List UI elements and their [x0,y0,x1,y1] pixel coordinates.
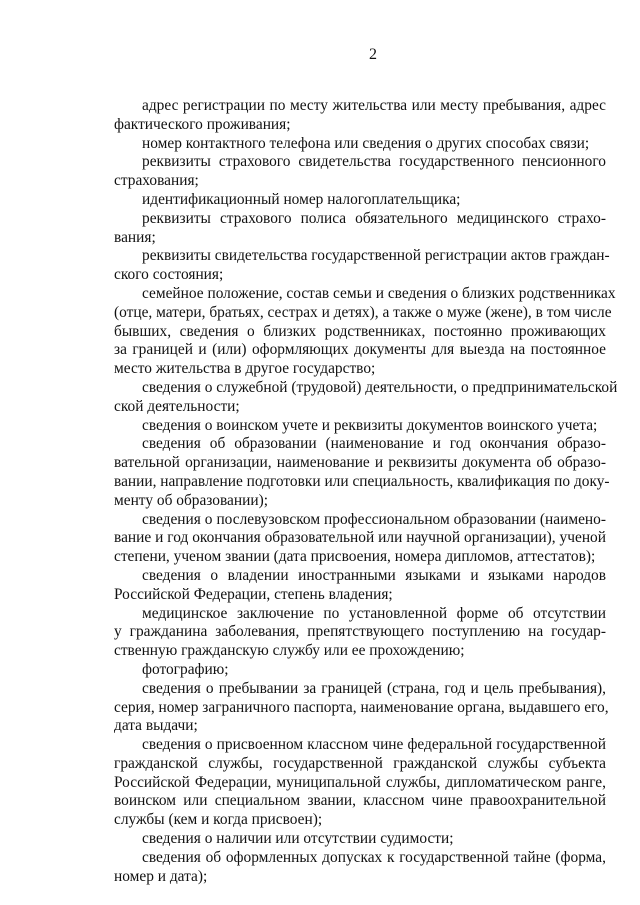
paragraph-line: серия, номер заграничного паспорта, наименование органа, выдавшего его, [114,698,609,716]
paragraph-line: сведения об образовании (наименование и год окончания образо- [142,435,606,453]
paragraph-line: гражданской службы, государственной гражданской службы субъекта [114,754,606,772]
paragraph [114,135,606,154]
paragraph [114,153,606,191]
paragraph [114,247,610,285]
paragraph-line: реквизиты свидетельства государственной регистрации актов граждан- [142,247,610,265]
paragraph [114,736,606,830]
paragraph-line: страхования; [114,172,199,190]
paragraph-line: сведения о наличии или отсутствии судимости; [142,830,454,848]
paragraph-line: службы (кем и когда присвоен); [114,811,323,829]
paragraph [114,830,606,849]
paragraph-line: бывших, сведения о близких родственниках, постоянно проживающих [114,322,606,340]
paragraph [114,191,606,210]
paragraph-line: адрес регистрации по месту жительства или месту пребывания, адрес [142,97,606,114]
paragraph-line: реквизиты страхового свидетельства государственного пенсионного [142,153,606,171]
paragraph-line: номер контактного телефона или сведения о других способах связи; [142,134,590,152]
paragraph-line: сведения о присвоенном классном чине федеральной государственной [142,736,606,754]
paragraph-line: сведения о служебной (трудовой) деятельности, о предпринимательской [142,378,618,396]
paragraph-line: сведения о владении иностранными языками и языками народов [142,566,606,584]
paragraph-line: степени, ученом звании (дата присвоения, номера дипломов, аттестатов); [114,548,596,566]
paragraph [114,511,606,567]
paragraph [114,661,606,680]
paragraph [114,284,616,379]
paragraph-line: у гражданина заболевания, препятствующего поступлению на государ- [114,623,606,641]
paragraph-line: медицинское заключение по установленной форме об отсутствии [142,604,606,622]
paragraph-line: воинском или специальном звании, классном чине правоохранительной [114,792,606,810]
paragraph [114,849,606,887]
paragraph-line: сведения о воинском учете и реквизиты документов воинского учета; [142,416,598,434]
paragraph-line: сведения об оформленных допусках к государственной тайне (форма, [142,848,606,866]
paragraph-line: номер и дата); [114,867,208,885]
paragraph [114,605,606,661]
paragraph-line: Российской Федерации, муниципальной службы, дипломатическом ранге, [114,773,606,791]
paragraph-line: идентификационный номер налогоплательщика; [142,190,461,208]
paragraph-line: семейное положение, состав семьи и сведения о близких родственниках [142,284,616,302]
paragraph-line: вании, направление подготовки или специальность, квалификация по доку- [114,472,610,490]
paragraph-line: за границей и (или) оформляющих документы для выезда на постоянное [114,341,606,359]
paragraph-line: сведения о пребывании за границей (страна, год и цель пребывания), [142,679,606,697]
paragraph [114,417,606,436]
paragraph [114,378,618,417]
paragraph [114,435,610,510]
paragraph [114,567,606,605]
document-body [114,97,618,886]
paragraph-line: вательной организации, наименование и реквизиты документа об образо- [114,454,606,472]
paragraph-line: вание и год окончания образовательной или научной организации), ученой [114,529,606,547]
paragraph-line: дата выдачи; [114,717,198,735]
paragraph-line: реквизиты страхового полиса обязательного медицинского страхо- [142,209,606,227]
paragraph-line: (отце, матери, братьях, сестрах и детях), а также о муже (жене), в том числе [114,303,612,321]
paragraph-line: ской деятельности; [114,397,240,415]
paragraph-line: ского состояния; [114,266,224,284]
paragraph-line: Российской Федерации, степень владения; [114,585,393,603]
paragraph-line: сведения о послевузовском профессиональном образовании (наимено- [142,510,606,528]
paragraph-line: фактического проживания; [114,115,291,133]
paragraph-line: место жительства в другое государство; [114,360,376,378]
paragraph-line: менту об образовании); [114,491,268,509]
paragraph-line: ственную гражданскую службу или ее прохождению; [114,642,465,660]
paragraph [114,97,606,135]
paragraph [114,210,606,248]
paragraph [114,679,609,736]
paragraph-line: вания; [114,228,156,246]
page-number: 2 [369,46,377,63]
paragraph-line: фотографию; [142,660,229,678]
